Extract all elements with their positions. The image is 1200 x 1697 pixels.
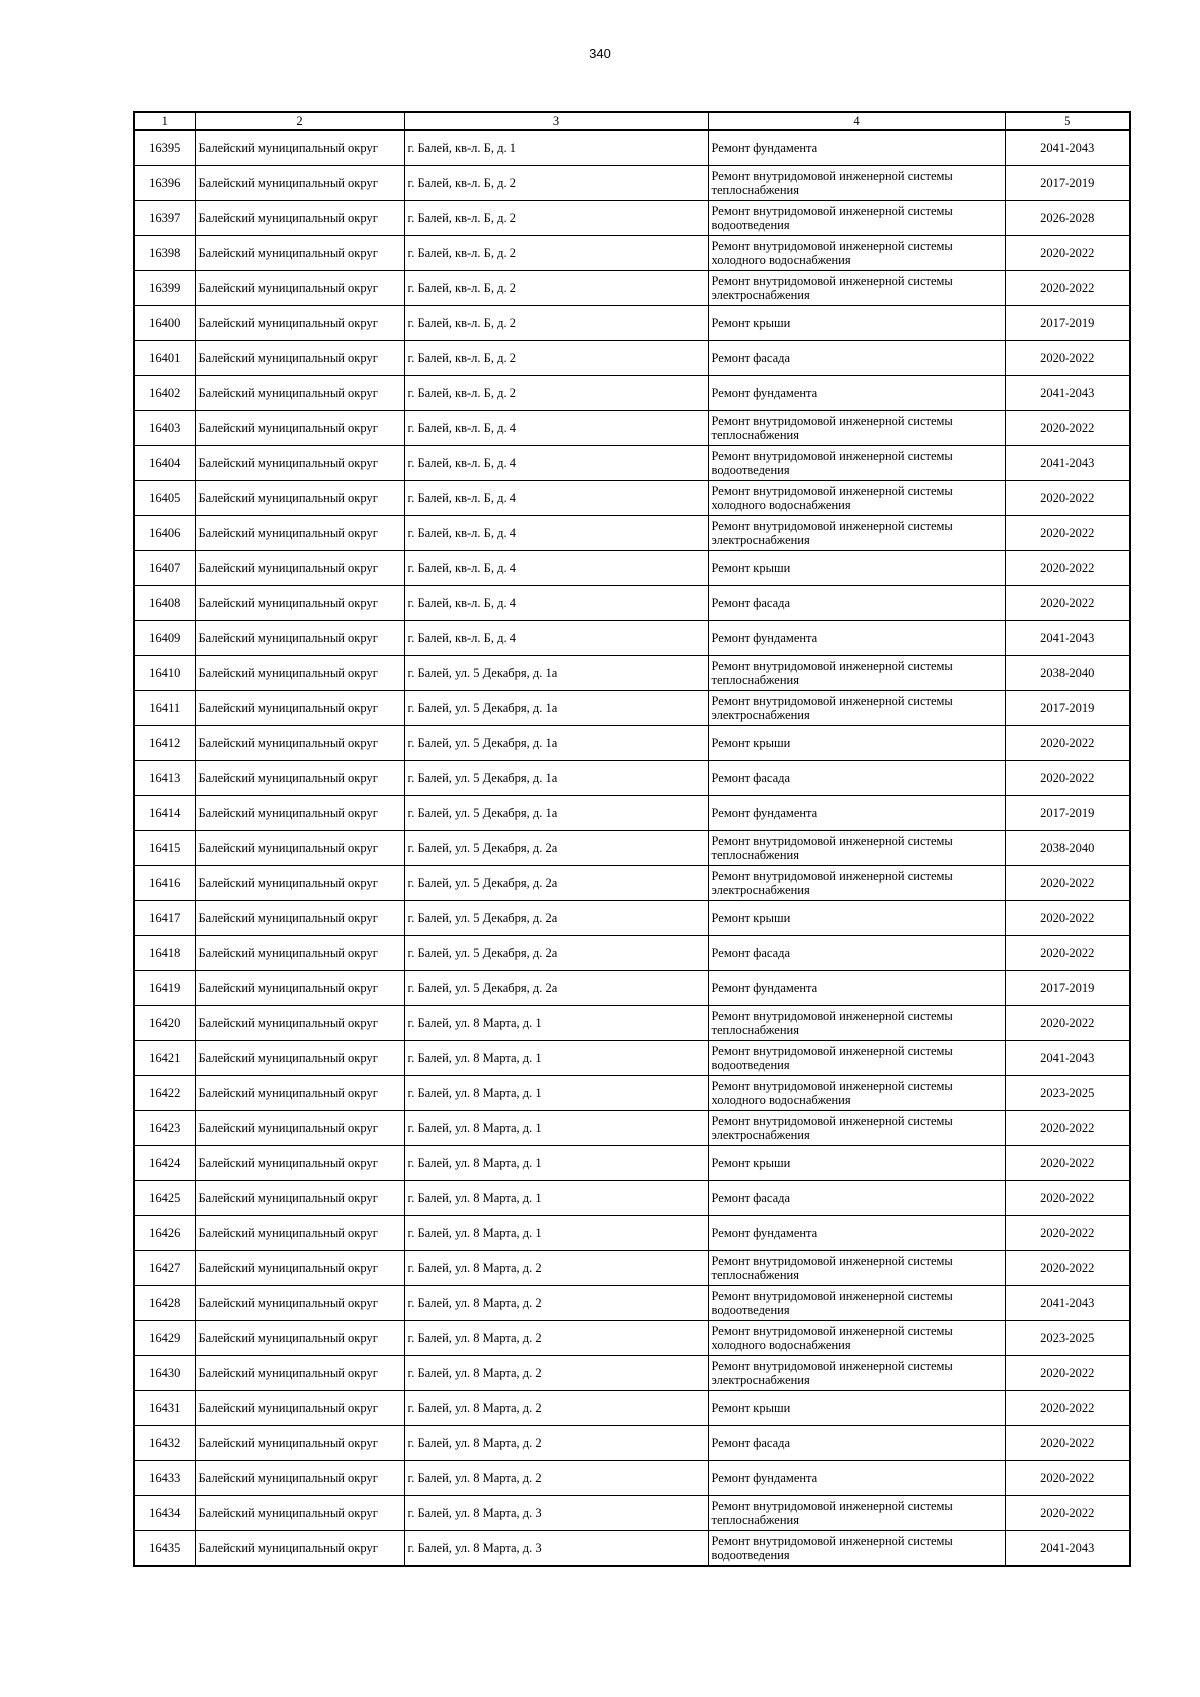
work-type-cell: Ремонт внутридомовой инженерной системы холодного водоснабжения (708, 481, 1005, 516)
row-number-cell: 16420 (134, 1006, 195, 1041)
column-header-3: 3 (404, 112, 708, 130)
district-cell: Балейский муниципальный округ (195, 866, 404, 901)
period-cell: 2020-2022 (1005, 726, 1130, 761)
period-cell: 2020-2022 (1005, 866, 1130, 901)
table-row (134, 201, 1130, 236)
row-number-cell: 16405 (134, 481, 195, 516)
table-row (134, 1496, 1130, 1531)
district-cell: Балейский муниципальный округ (195, 1531, 404, 1567)
district-cell: Балейский муниципальный округ (195, 621, 404, 656)
row-number-cell: 16398 (134, 236, 195, 271)
district-cell: Балейский муниципальный округ (195, 971, 404, 1006)
work-type-cell: Ремонт внутридомовой инженерной системы водоотведения (708, 1286, 1005, 1321)
period-cell: 2020-2022 (1005, 1496, 1130, 1531)
table-row (134, 376, 1130, 411)
address-cell: г. Балей, ул. 8 Марта, д. 1 (404, 1111, 708, 1146)
table-row (134, 130, 1130, 166)
row-number-cell: 16400 (134, 306, 195, 341)
period-cell: 2020-2022 (1005, 1426, 1130, 1461)
period-cell: 2020-2022 (1005, 551, 1130, 586)
work-type-cell: Ремонт крыши (708, 1146, 1005, 1181)
district-cell: Балейский муниципальный округ (195, 831, 404, 866)
district-cell: Балейский муниципальный округ (195, 201, 404, 236)
work-type-cell: Ремонт фасада (708, 586, 1005, 621)
address-cell: г. Балей, ул. 5 Декабря, д. 2а (404, 866, 708, 901)
table-row (134, 1426, 1130, 1461)
table-row (134, 1531, 1130, 1567)
work-type-cell: Ремонт внутридомовой инженерной системы электроснабжения (708, 271, 1005, 306)
table-row (134, 1216, 1130, 1251)
work-type-cell: Ремонт фундамента (708, 796, 1005, 831)
district-cell: Балейский муниципальный округ (195, 376, 404, 411)
row-number-cell: 16397 (134, 201, 195, 236)
table-row (134, 1251, 1130, 1286)
period-cell: 2041-2043 (1005, 376, 1130, 411)
work-type-cell: Ремонт фасада (708, 936, 1005, 971)
period-cell: 2041-2043 (1005, 1041, 1130, 1076)
row-number-cell: 16428 (134, 1286, 195, 1321)
address-cell: г. Балей, кв-л. Б, д. 1 (404, 130, 708, 166)
column-header-4: 4 (708, 112, 1005, 130)
district-cell: Балейский муниципальный округ (195, 656, 404, 691)
table-row (134, 866, 1130, 901)
work-type-cell: Ремонт фасада (708, 1426, 1005, 1461)
row-number-cell: 16406 (134, 516, 195, 551)
work-type-cell: Ремонт внутридомовой инженерной системы электроснабжения (708, 866, 1005, 901)
period-cell: 2020-2022 (1005, 586, 1130, 621)
address-cell: г. Балей, ул. 5 Декабря, д. 1а (404, 726, 708, 761)
row-number-cell: 16401 (134, 341, 195, 376)
work-type-cell: Ремонт внутридомовой инженерной системы теплоснабжения (708, 1251, 1005, 1286)
address-cell: г. Балей, ул. 5 Декабря, д. 1а (404, 691, 708, 726)
period-cell: 2020-2022 (1005, 1006, 1130, 1041)
period-cell: 2017-2019 (1005, 306, 1130, 341)
table-row (134, 1461, 1130, 1496)
table-row (134, 1006, 1130, 1041)
period-cell: 2020-2022 (1005, 936, 1130, 971)
period-cell: 2020-2022 (1005, 1216, 1130, 1251)
table-row (134, 1146, 1130, 1181)
row-number-cell: 16396 (134, 166, 195, 201)
work-type-cell: Ремонт внутридомовой инженерной системы теплоснабжения (708, 1496, 1005, 1531)
row-number-cell: 16435 (134, 1531, 195, 1567)
table-row (134, 271, 1130, 306)
row-number-cell: 16423 (134, 1111, 195, 1146)
table-row (134, 1286, 1130, 1321)
address-cell: г. Балей, ул. 8 Марта, д. 2 (404, 1286, 708, 1321)
work-type-cell: Ремонт внутридомовой инженерной системы холодного водоснабжения (708, 1321, 1005, 1356)
row-number-cell: 16414 (134, 796, 195, 831)
row-number-cell: 16426 (134, 1216, 195, 1251)
district-cell: Балейский муниципальный округ (195, 901, 404, 936)
table-row (134, 971, 1130, 1006)
row-number-cell: 16399 (134, 271, 195, 306)
period-cell: 2017-2019 (1005, 796, 1130, 831)
district-cell: Балейский муниципальный округ (195, 130, 404, 166)
table-row (134, 656, 1130, 691)
table-row (134, 1076, 1130, 1111)
address-cell: г. Балей, кв-л. Б, д. 4 (404, 551, 708, 586)
work-type-cell: Ремонт внутридомовой инженерной системы теплоснабжения (708, 1006, 1005, 1041)
table-row (134, 1181, 1130, 1216)
address-cell: г. Балей, ул. 8 Марта, д. 1 (404, 1076, 708, 1111)
row-number-cell: 16404 (134, 446, 195, 481)
table-row (134, 1111, 1130, 1146)
row-number-cell: 16409 (134, 621, 195, 656)
district-cell: Балейский муниципальный округ (195, 1286, 404, 1321)
district-cell: Балейский муниципальный округ (195, 1111, 404, 1146)
address-cell: г. Балей, ул. 8 Марта, д. 2 (404, 1356, 708, 1391)
district-cell: Балейский муниципальный округ (195, 761, 404, 796)
row-number-cell: 16402 (134, 376, 195, 411)
work-type-cell: Ремонт внутридомовой инженерной системы водоотведения (708, 1041, 1005, 1076)
address-cell: г. Балей, ул. 8 Марта, д. 1 (404, 1006, 708, 1041)
district-cell: Балейский муниципальный округ (195, 1076, 404, 1111)
table-row (134, 936, 1130, 971)
table-row (134, 1391, 1130, 1426)
work-type-cell: Ремонт внутридомовой инженерной системы водоотведения (708, 446, 1005, 481)
table-row (134, 306, 1130, 341)
table-row (134, 446, 1130, 481)
address-cell: г. Балей, кв-л. Б, д. 4 (404, 411, 708, 446)
district-cell: Балейский муниципальный округ (195, 936, 404, 971)
district-cell: Балейский муниципальный округ (195, 586, 404, 621)
period-cell: 2017-2019 (1005, 166, 1130, 201)
work-type-cell: Ремонт крыши (708, 726, 1005, 761)
work-type-cell: Ремонт фундамента (708, 621, 1005, 656)
column-header-1: 1 (134, 112, 195, 130)
period-cell: 2020-2022 (1005, 1181, 1130, 1216)
work-type-cell: Ремонт фундамента (708, 1216, 1005, 1251)
district-cell: Балейский муниципальный округ (195, 1356, 404, 1391)
period-cell: 2020-2022 (1005, 1251, 1130, 1286)
address-cell: г. Балей, ул. 5 Декабря, д. 1а (404, 656, 708, 691)
address-cell: г. Балей, ул. 8 Марта, д. 2 (404, 1391, 708, 1426)
table-row (134, 726, 1130, 761)
table-row (134, 551, 1130, 586)
district-cell: Балейский муниципальный округ (195, 1496, 404, 1531)
address-cell: г. Балей, кв-л. Б, д. 4 (404, 516, 708, 551)
district-cell: Балейский муниципальный округ (195, 306, 404, 341)
district-cell: Балейский муниципальный округ (195, 691, 404, 726)
address-cell: г. Балей, ул. 8 Марта, д. 1 (404, 1181, 708, 1216)
district-cell: Балейский муниципальный округ (195, 1146, 404, 1181)
row-number-cell: 16424 (134, 1146, 195, 1181)
table-header (134, 112, 1130, 130)
work-type-cell: Ремонт внутридомовой инженерной системы электроснабжения (708, 516, 1005, 551)
period-cell: 2041-2043 (1005, 1286, 1130, 1321)
district-cell: Балейский муниципальный округ (195, 1391, 404, 1426)
row-number-cell: 16407 (134, 551, 195, 586)
period-cell: 2020-2022 (1005, 1461, 1130, 1496)
row-number-cell: 16415 (134, 831, 195, 866)
work-type-cell: Ремонт внутридомовой инженерной системы холодного водоснабжения (708, 1076, 1005, 1111)
address-cell: г. Балей, кв-л. Б, д. 2 (404, 236, 708, 271)
address-cell: г. Балей, ул. 5 Декабря, д. 2а (404, 936, 708, 971)
district-cell: Балейский муниципальный округ (195, 516, 404, 551)
period-cell: 2020-2022 (1005, 341, 1130, 376)
district-cell: Балейский муниципальный округ (195, 1216, 404, 1251)
period-cell: 2020-2022 (1005, 901, 1130, 936)
table-row (134, 761, 1130, 796)
address-cell: г. Балей, кв-л. Б, д. 2 (404, 341, 708, 376)
row-number-cell: 16412 (134, 726, 195, 761)
row-number-cell: 16395 (134, 130, 195, 166)
district-cell: Балейский муниципальный округ (195, 411, 404, 446)
page-number: 340 (589, 46, 611, 61)
row-number-cell: 16410 (134, 656, 195, 691)
row-number-cell: 16427 (134, 1251, 195, 1286)
row-number-cell: 16425 (134, 1181, 195, 1216)
address-cell: г. Балей, кв-л. Б, д. 2 (404, 201, 708, 236)
row-number-cell: 16421 (134, 1041, 195, 1076)
table-body (134, 130, 1130, 1566)
period-cell: 2017-2019 (1005, 971, 1130, 1006)
column-header-5: 5 (1005, 112, 1130, 130)
table-row (134, 236, 1130, 271)
row-number-cell: 16416 (134, 866, 195, 901)
period-cell: 2020-2022 (1005, 1356, 1130, 1391)
table-row (134, 691, 1130, 726)
address-cell: г. Балей, ул. 8 Марта, д. 2 (404, 1321, 708, 1356)
district-cell: Балейский муниципальный округ (195, 726, 404, 761)
district-cell: Балейский муниципальный округ (195, 1041, 404, 1076)
address-cell: г. Балей, ул. 5 Декабря, д. 2а (404, 901, 708, 936)
period-cell: 2020-2022 (1005, 761, 1130, 796)
period-cell: 2041-2043 (1005, 446, 1130, 481)
district-cell: Балейский муниципальный округ (195, 551, 404, 586)
work-type-cell: Ремонт внутридомовой инженерной системы водоотведения (708, 201, 1005, 236)
period-cell: 2020-2022 (1005, 411, 1130, 446)
address-cell: г. Балей, кв-л. Б, д. 2 (404, 271, 708, 306)
address-cell: г. Балей, кв-л. Б, д. 4 (404, 621, 708, 656)
table-row (134, 411, 1130, 446)
district-cell: Балейский муниципальный округ (195, 1251, 404, 1286)
period-cell: 2038-2040 (1005, 831, 1130, 866)
district-cell: Балейский муниципальный округ (195, 481, 404, 516)
column-header-2: 2 (195, 112, 404, 130)
period-cell: 2023-2025 (1005, 1321, 1130, 1356)
period-cell: 2020-2022 (1005, 516, 1130, 551)
work-type-cell: Ремонт фундамента (708, 1461, 1005, 1496)
address-cell: г. Балей, кв-л. Б, д. 2 (404, 376, 708, 411)
period-cell: 2020-2022 (1005, 1391, 1130, 1426)
period-cell: 2020-2022 (1005, 1111, 1130, 1146)
district-cell: Балейский муниципальный округ (195, 236, 404, 271)
address-cell: г. Балей, ул. 8 Марта, д. 2 (404, 1251, 708, 1286)
row-number-cell: 16434 (134, 1496, 195, 1531)
district-cell: Балейский муниципальный округ (195, 166, 404, 201)
work-type-cell: Ремонт фасада (708, 1181, 1005, 1216)
address-cell: г. Балей, ул. 8 Марта, д. 2 (404, 1461, 708, 1496)
district-cell: Балейский муниципальный округ (195, 1461, 404, 1496)
address-cell: г. Балей, ул. 8 Марта, д. 1 (404, 1146, 708, 1181)
period-cell: 2041-2043 (1005, 130, 1130, 166)
district-cell: Балейский муниципальный округ (195, 271, 404, 306)
period-cell: 2038-2040 (1005, 656, 1130, 691)
work-type-cell: Ремонт фундамента (708, 376, 1005, 411)
table-row (134, 1321, 1130, 1356)
period-cell: 2020-2022 (1005, 271, 1130, 306)
table-row (134, 341, 1130, 376)
district-cell: Балейский муниципальный округ (195, 1426, 404, 1461)
work-type-cell: Ремонт внутридомовой инженерной системы теплоснабжения (708, 831, 1005, 866)
row-number-cell: 16432 (134, 1426, 195, 1461)
work-type-cell: Ремонт внутридомовой инженерной системы электроснабжения (708, 1356, 1005, 1391)
address-cell: г. Балей, кв-л. Б, д. 2 (404, 306, 708, 341)
row-number-cell: 16430 (134, 1356, 195, 1391)
row-number-cell: 16418 (134, 936, 195, 971)
address-cell: г. Балей, кв-л. Б, д. 2 (404, 166, 708, 201)
address-cell: г. Балей, кв-л. Б, д. 4 (404, 481, 708, 516)
work-type-cell: Ремонт крыши (708, 551, 1005, 586)
work-type-cell: Ремонт внутридомовой инженерной системы холодного водоснабжения (708, 236, 1005, 271)
table-row (134, 166, 1130, 201)
address-cell: г. Балей, ул. 8 Марта, д. 1 (404, 1216, 708, 1251)
table-row (134, 901, 1130, 936)
period-cell: 2041-2043 (1005, 621, 1130, 656)
row-number-cell: 16419 (134, 971, 195, 1006)
row-number-cell: 16417 (134, 901, 195, 936)
period-cell: 2020-2022 (1005, 236, 1130, 271)
period-cell: 2026-2028 (1005, 201, 1130, 236)
row-number-cell: 16433 (134, 1461, 195, 1496)
work-type-cell: Ремонт фасада (708, 761, 1005, 796)
work-type-cell: Ремонт внутридомовой инженерной системы электроснабжения (708, 1111, 1005, 1146)
table-row (134, 516, 1130, 551)
repair-schedule-table (133, 111, 1131, 1567)
district-cell: Балейский муниципальный округ (195, 1006, 404, 1041)
district-cell: Балейский муниципальный округ (195, 341, 404, 376)
work-type-cell: Ремонт внутридомовой инженерной системы водоотведения (708, 1531, 1005, 1567)
district-cell: Балейский муниципальный округ (195, 446, 404, 481)
address-cell: г. Балей, кв-л. Б, д. 4 (404, 586, 708, 621)
work-type-cell: Ремонт внутридомовой инженерной системы электроснабжения (708, 691, 1005, 726)
row-number-cell: 16403 (134, 411, 195, 446)
table-row (134, 796, 1130, 831)
address-cell: г. Балей, ул. 5 Декабря, д. 1а (404, 796, 708, 831)
work-type-cell: Ремонт крыши (708, 901, 1005, 936)
period-cell: 2017-2019 (1005, 691, 1130, 726)
address-cell: г. Балей, ул. 8 Марта, д. 3 (404, 1496, 708, 1531)
period-cell: 2041-2043 (1005, 1531, 1130, 1567)
period-cell: 2020-2022 (1005, 1146, 1130, 1181)
address-cell: г. Балей, ул. 5 Декабря, д. 2а (404, 831, 708, 866)
address-cell: г. Балей, ул. 5 Декабря, д. 2а (404, 971, 708, 1006)
header-row (134, 112, 1130, 130)
work-type-cell: Ремонт внутридомовой инженерной системы теплоснабжения (708, 166, 1005, 201)
address-cell: г. Балей, ул. 8 Марта, д. 1 (404, 1041, 708, 1076)
row-number-cell: 16422 (134, 1076, 195, 1111)
address-cell: г. Балей, ул. 5 Декабря, д. 1а (404, 761, 708, 796)
address-cell: г. Балей, ул. 8 Марта, д. 2 (404, 1426, 708, 1461)
work-type-cell: Ремонт внутридомовой инженерной системы теплоснабжения (708, 411, 1005, 446)
table-row (134, 1356, 1130, 1391)
table-row (134, 621, 1130, 656)
table-row (134, 1041, 1130, 1076)
row-number-cell: 16411 (134, 691, 195, 726)
district-cell: Балейский муниципальный округ (195, 1321, 404, 1356)
address-cell: г. Балей, кв-л. Б, д. 4 (404, 446, 708, 481)
district-cell: Балейский муниципальный округ (195, 1181, 404, 1216)
work-type-cell: Ремонт крыши (708, 306, 1005, 341)
work-type-cell: Ремонт фундамента (708, 130, 1005, 166)
work-type-cell: Ремонт внутридомовой инженерной системы теплоснабжения (708, 656, 1005, 691)
table-row (134, 831, 1130, 866)
work-type-cell: Ремонт крыши (708, 1391, 1005, 1426)
work-type-cell: Ремонт фундамента (708, 971, 1005, 1006)
row-number-cell: 16429 (134, 1321, 195, 1356)
table-row (134, 586, 1130, 621)
work-type-cell: Ремонт фасада (708, 341, 1005, 376)
district-cell: Балейский муниципальный округ (195, 796, 404, 831)
row-number-cell: 16413 (134, 761, 195, 796)
period-cell: 2023-2025 (1005, 1076, 1130, 1111)
row-number-cell: 16408 (134, 586, 195, 621)
address-cell: г. Балей, ул. 8 Марта, д. 3 (404, 1531, 708, 1567)
period-cell: 2020-2022 (1005, 481, 1130, 516)
row-number-cell: 16431 (134, 1391, 195, 1426)
table-row (134, 481, 1130, 516)
